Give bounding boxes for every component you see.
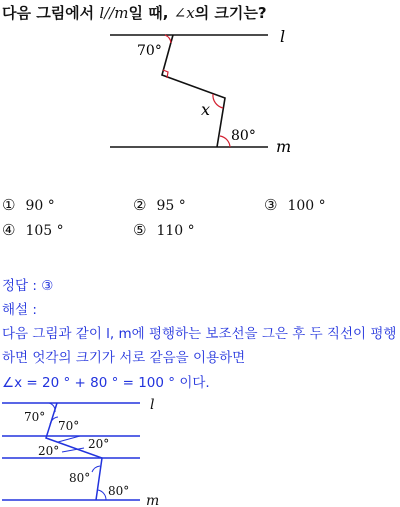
solution-label-80a: 80°: [69, 471, 91, 485]
angle-70-arc: [165, 35, 171, 43]
solution-arc-3: [92, 466, 100, 472]
choice-2[interactable]: ② 95 °: [133, 196, 186, 214]
label-m: m: [276, 137, 292, 156]
zigzag-path: [162, 35, 225, 147]
solution-label-70a: 70°: [24, 410, 46, 424]
explanation-label: 해설 :: [2, 302, 37, 318]
explanation-line-1: 다음 그림과 같이 l, m에 평행하는 보조선을 그은 후 두 직선이 평행: [2, 326, 397, 342]
angle-x-notation: ∠x: [173, 4, 195, 22]
label-80: 80°: [231, 128, 256, 144]
explanation-line-3: ∠x = 20 ° + 80 ° = 100 ° 이다.: [2, 375, 210, 391]
answer-value: ③: [41, 278, 54, 294]
solution-label-l: l: [150, 397, 155, 413]
solution-arc-4: [98, 490, 106, 500]
label-l: l: [280, 27, 286, 46]
choice-5[interactable]: ⑤ 110 °: [133, 221, 195, 239]
choice-1[interactable]: ① 90 °: [2, 196, 55, 214]
angle-80-arc: [220, 136, 230, 147]
choice-4[interactable]: ④ 105 °: [2, 221, 64, 239]
solution-label-m: m: [146, 493, 160, 507]
label-x: x: [201, 100, 211, 119]
solution-label-70b: 70°: [58, 419, 80, 433]
solution-label-20a: 20°: [88, 437, 110, 451]
problem-figure: [0, 0, 400, 165]
choice-3[interactable]: ③ 100 °: [264, 196, 326, 214]
answer-line: 정답 : ③: [2, 278, 54, 294]
solution-label-20b: 20°: [38, 444, 60, 458]
parallel-notation: l//m: [99, 4, 129, 22]
solution-figure: [0, 390, 400, 507]
explanation-line-2: 하면 엇각의 크기가 서로 같음을 이용하면: [2, 350, 246, 366]
label-70: 70°: [137, 43, 162, 59]
arrow-1: [58, 436, 80, 442]
question-text: 다음 그림에서 l//m일 때, ∠x의 크기는?: [2, 4, 267, 22]
solution-label-80b: 80°: [108, 484, 130, 498]
